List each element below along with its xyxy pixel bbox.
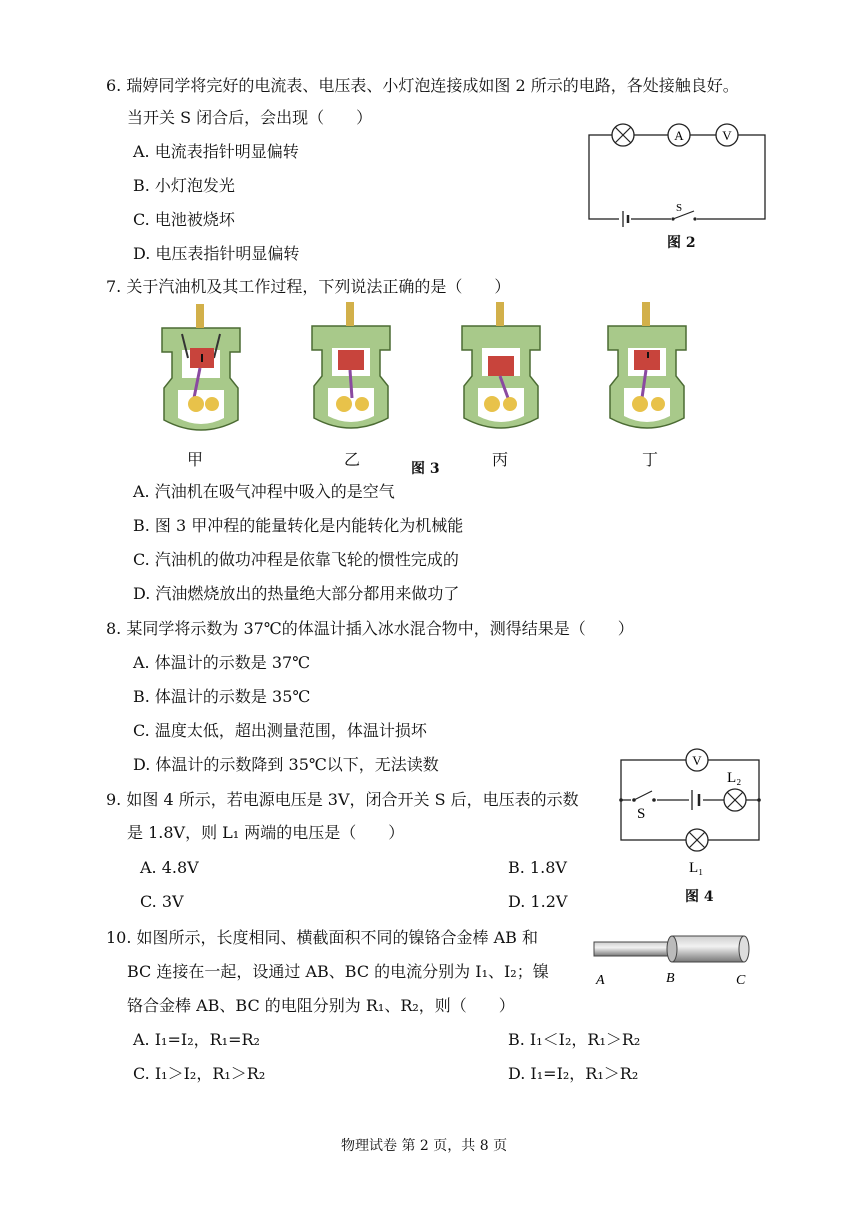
q8-option-c: C. 温度太低，超出测量范围，体温计损坏 [133, 721, 427, 740]
switch-label: S [676, 202, 683, 214]
ammeter-icon [668, 124, 690, 146]
q6-option-c: C. 电池被烧坏 [133, 210, 235, 229]
engine-label-jia: 甲 [187, 450, 204, 469]
q6-option-a: A. 电流表指针明显偏转 [133, 142, 299, 161]
voltmeter-icon [716, 124, 738, 146]
lamp-icon [612, 124, 634, 146]
engine-label-ding: 丁 [642, 450, 659, 469]
switch-icon [631, 791, 657, 822]
lamp-l2-icon [724, 770, 746, 811]
engine-diagram-ding [604, 298, 690, 438]
q10-stem-line2: BC 连接在一起，设通过 AB、BC 的电流分别为 I₁、I₂；镍 [127, 962, 549, 981]
q9-stem-line1: 9. 如图 4 所示，若电源电压是 3V，闭合开关 S 后，电压表的示数 [106, 790, 579, 809]
voltmeter-icon [686, 749, 708, 771]
engine-diagram-yi [308, 298, 394, 438]
q9-option-a: A. 4.8V [140, 858, 199, 877]
q6-option-b: B. 小灯泡发光 [133, 176, 235, 195]
q10-stem-line1: 10. 如图所示，长度相同、横截面积不同的镍铬合金棒 AB 和 [106, 928, 539, 947]
q10-option-b: B. I₁＜I₂，R₁＞R₂ [508, 1030, 641, 1049]
engine-label-yi: 乙 [344, 450, 361, 469]
figure-3-caption: 图 3 [411, 461, 440, 477]
q9-option-c: C. 3V [140, 892, 184, 911]
q7-option-b: B. 图 3 甲冲程的能量转化是内能转化为机械能 [133, 516, 464, 535]
page-footer: 物理试卷 第 2 页，共 8 页 [341, 1138, 508, 1154]
q8-option-d: D. 体温计的示数降到 35℃以下，无法读数 [133, 755, 439, 774]
rod-label-b: B [666, 971, 675, 986]
q9-option-d: D. 1.2V [508, 892, 568, 911]
figure-2-caption: 图 2 [667, 235, 696, 251]
q7-stem: 7. 关于汽油机及其工作过程，下列说法正确的是（ ） [106, 277, 511, 296]
switch-icon [671, 202, 697, 224]
q8-option-a: A. 体温计的示数是 37℃ [133, 653, 311, 672]
q7-option-c: C. 汽油机的做功冲程是依靠飞轮的惯性完成的 [133, 550, 459, 569]
ammeter-label: A [674, 128, 684, 143]
q10-option-d: D. I₁=I₂，R₁＞R₂ [508, 1064, 639, 1083]
q6-stem-line1: 6. 瑞婷同学将完好的电流表、电压表、小灯泡连接成如图 2 所示的电路，各处接触良好。 [106, 76, 739, 95]
engine-diagram-jia [158, 300, 244, 440]
q6-option-d: D. 电压表指针明显偏转 [133, 244, 300, 263]
alloy-rod-figure [590, 930, 760, 990]
figure-4-circuit [615, 744, 775, 884]
engine-diagram-bing [458, 298, 544, 438]
lamp-l2-label: L₂ [727, 770, 742, 786]
voltmeter-label: V [722, 128, 732, 143]
lamp-l1-label: L₁ [689, 860, 704, 876]
q9-option-b: B. 1.8V [508, 858, 567, 877]
q7-option-a: A. 汽油机在吸气冲程中吸入的是空气 [133, 482, 395, 501]
q8-option-b: B. 体温计的示数是 35℃ [133, 687, 311, 706]
fig4-switch-label: S [637, 806, 646, 822]
q10-option-c: C. I₁＞I₂，R₁＞R₂ [133, 1064, 266, 1083]
figure-4-caption: 图 4 [685, 889, 714, 905]
fig4-voltmeter-label: V [692, 753, 702, 768]
battery-icon [619, 211, 631, 227]
engine-label-bing: 丙 [492, 450, 509, 469]
q8-stem: 8. 某同学将示数为 37℃的体温计插入冰水混合物中，测得结果是（ ） [106, 619, 634, 638]
rod-label-c: C [736, 973, 746, 988]
lamp-l1-icon [686, 829, 708, 876]
figure-2-circuit [585, 118, 775, 228]
q9-stem-line2: 是 1.8V，则 L₁ 两端的电压是（ ） [127, 823, 405, 842]
battery-icon [689, 790, 703, 810]
rod-label-a: A [596, 973, 605, 988]
q6-stem-line2: 当开关 S 闭合后，会出现（ ） [127, 108, 373, 127]
q10-option-a: A. I₁=I₂，R₁=R₂ [133, 1030, 260, 1049]
q7-option-d: D. 汽油燃烧放出的热量绝大部分都用来做功了 [133, 584, 460, 603]
q10-stem-line3: 铬合金棒 AB、BC 的电阻分别为 R₁、R₂，则（ ） [127, 996, 515, 1015]
